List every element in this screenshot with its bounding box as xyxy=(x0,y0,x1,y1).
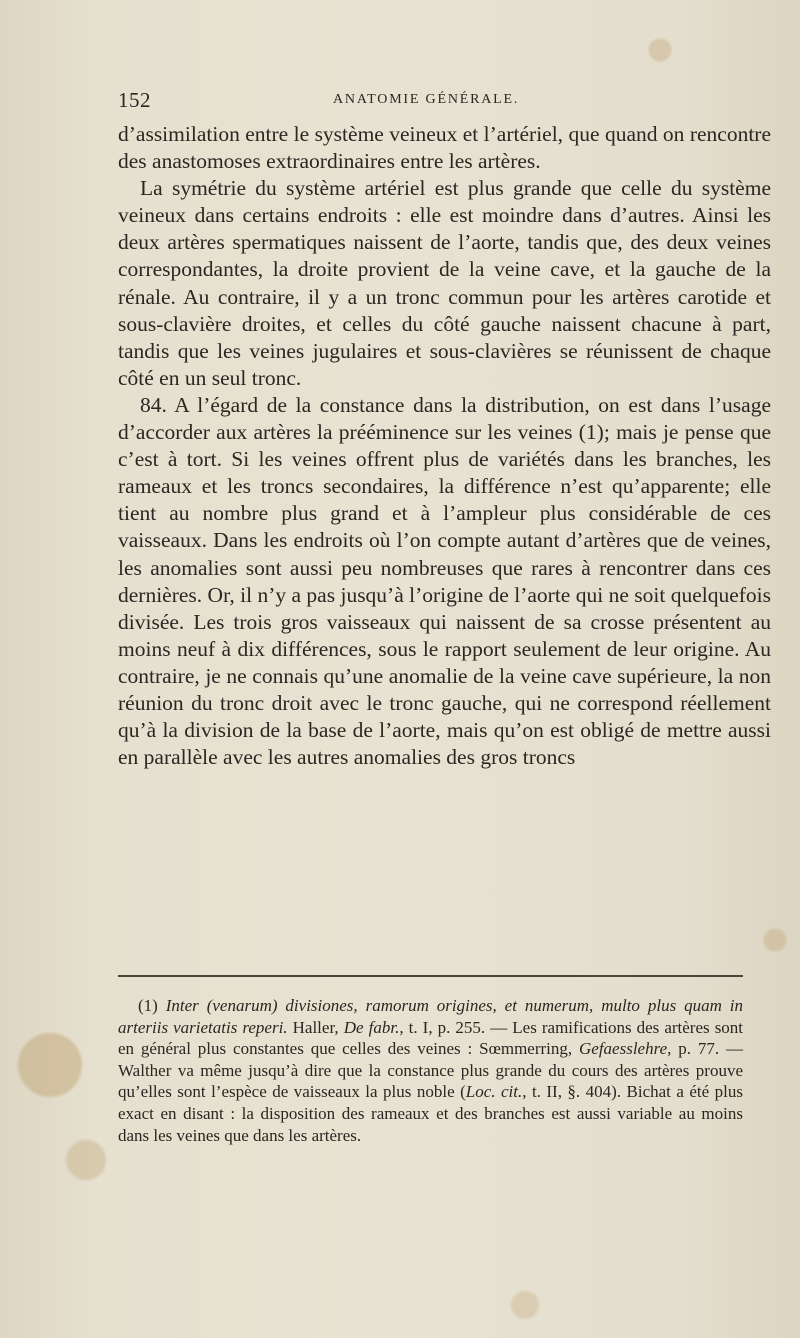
footnote xyxy=(118,995,743,1146)
footnote-ref-1: , t. I, p. 255. — Les ramifications des artères sont en général plus constantes que celles des veines : Sœmmerring, xyxy=(118,1017,744,1059)
footnote-text xyxy=(118,995,743,1146)
footnote-author-haller: Haller, xyxy=(292,1017,339,1037)
footnote-work-gefaesslehre: Gefaesslehre, xyxy=(579,1039,672,1059)
page-number: 152 xyxy=(118,88,151,112)
footnote-separator xyxy=(118,975,743,977)
paragraph-symmetry: La symétrie du système artériel est plus grande que celle du système veineux dans certains endroits : elle est moindre dans d’autres. Ainsi les deux artères spermatiques naissent de l’aorte, tandis que, des deux veines correspondantes, la droite provient de la veine cave, et la gauche de la rénale. Au contraire, il y a un tronc commun pour les artères carotide et sous-clavière droites, et celles du côté gauche naissent chacune à part, tandis que les veines jugulaires et sous-clavières se réunissent de chaque côté en un seul tronc. xyxy=(118,176,771,390)
footnote-work-loc-cit: Loc. cit. xyxy=(465,1082,523,1102)
footnote-ref-3: , t. II, §. 404). Bichat a été plus exact en disant : la disposition des rameaux et des branches est aussi variable au moins dans les veines que dans les artères. xyxy=(118,1082,744,1145)
footnote-ref-2: p. 77. — Walther va même jusqu’à dire que la constance plus grande du cours des artères prouve qu’elles sont l’espèce de vaisseaux la plus noble ( xyxy=(118,1039,744,1102)
footnote-marker: (1) xyxy=(138,996,158,1015)
footnote-work-de-fabr: De fabr. xyxy=(343,1017,400,1037)
paragraph-continuation: d’assimilation entre le système veineux et l’artériel, que quand on rencontre des anastomoses extraordinaires entre les artères. xyxy=(118,122,771,174)
running-head: ANATOMIE GÉNÉRALE. xyxy=(333,92,520,107)
paragraph-84-constancy: 84. A l’égard de la constance dans la distribution, on est dans l’usage d’accorder aux artères la prééminence sur les veines (1); mais je pense que c’est à tort. Si les veines offrent plus de variétés dans les branches, les rameaux et les troncs secondaires, la différence n’est qu’apparente; elle tient au nombre plus grand et à l’ampleur plus considérable de ces vaisseaux. Dans les endroits où l’on compte autant d’artères que de veines, les anomalies sont aussi peu nombreuses que rares à rencontrer dans ces dernières. Or, il n’y a pas jusqu’à l’origine de l’aorte qui ne soit quelquefois divisée. Les trois gros vaisseaux qui naissent de sa crosse présentent au moins neuf à dix différences, sous le rapport seulement de leur origine. Au contraire, je ne connais qu’une anomalie de la veine cave supérieure, la non réunion du tronc droit avec le tronc gauche, qui ne correspond réellement qu’à la division de la base de l’aorte, mais qu’on est obligé de mettre aussi en parallèle avec les autres anomalies des gros troncs xyxy=(118,392,771,770)
main-text xyxy=(118,121,771,771)
page-header xyxy=(118,88,773,112)
footnote-latin-quote: Inter (venarum) divisiones, ramorum origines, et numerum, multo plus quam in arteriis varietatis reperi. xyxy=(118,996,744,1037)
